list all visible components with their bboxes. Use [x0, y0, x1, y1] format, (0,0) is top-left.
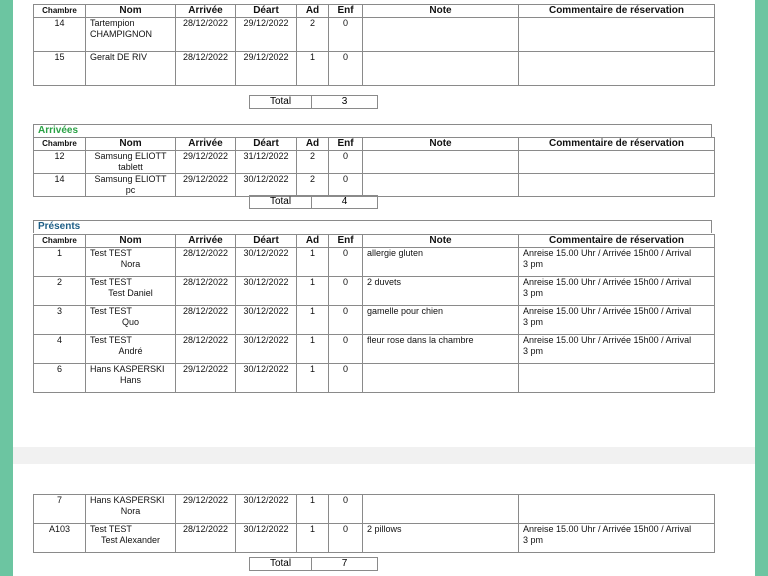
cell-comment — [519, 364, 715, 393]
col-ad: Ad — [297, 138, 329, 151]
cell-comment: Anreise 15.00 Uhr / Arrivée 15h00 / Arrival 3 pm — [519, 248, 715, 277]
arrivees-table — [33, 137, 715, 197]
cell-arrivee: 28/12/2022 — [176, 248, 236, 277]
col-chambre: Chambre — [34, 5, 86, 18]
table-row — [34, 524, 715, 553]
cell-arrivee: 28/12/2022 — [176, 335, 236, 364]
cell-comment — [519, 18, 715, 52]
total-label: Total — [250, 96, 312, 109]
cell-note — [363, 364, 519, 393]
col-commentaire: Commentaire de réservation — [519, 5, 715, 18]
cell-note: 2 pillows — [363, 524, 519, 553]
cell-nom: Hans KASPERSKI Nora — [86, 495, 176, 524]
cell-comment — [519, 52, 715, 86]
cell-enf: 0 — [329, 52, 363, 86]
cell-depart: 30/12/2022 — [236, 248, 297, 277]
cell-chambre: 1 — [34, 248, 86, 277]
cell-chambre: 3 — [34, 306, 86, 335]
cell-arrivee: 28/12/2022 — [176, 277, 236, 306]
table-row — [34, 306, 715, 335]
cell-enf: 0 — [329, 306, 363, 335]
cell-note: fleur rose dans la chambre — [363, 335, 519, 364]
table-row — [34, 52, 715, 86]
cell-comment — [519, 151, 715, 174]
col-enf: Enf — [329, 235, 363, 248]
col-arrivee: Arrivée — [176, 5, 236, 18]
cell-chambre: 15 — [34, 52, 86, 86]
table-row — [34, 495, 715, 524]
total-label: Total — [250, 196, 312, 209]
cell-chambre: 7 — [34, 495, 86, 524]
cell-ad: 1 — [297, 495, 329, 524]
total-value: 3 — [312, 96, 378, 109]
cell-arrivee: 28/12/2022 — [176, 524, 236, 553]
cell-enf: 0 — [329, 18, 363, 52]
cell-comment — [519, 495, 715, 524]
col-chambre: Chambre — [34, 235, 86, 248]
table-row — [34, 277, 715, 306]
cell-depart: 29/12/2022 — [236, 18, 297, 52]
cell-depart: 30/12/2022 — [236, 277, 297, 306]
cell-nom: Test TEST Test Daniel — [86, 277, 176, 306]
cell-ad: 1 — [297, 52, 329, 86]
cell-note: gamelle pour chien — [363, 306, 519, 335]
cell-ad: 2 — [297, 174, 329, 197]
cell-arrivee: 28/12/2022 — [176, 306, 236, 335]
cell-nom: Test TEST Nora — [86, 248, 176, 277]
cell-depart: 31/12/2022 — [236, 151, 297, 174]
cell-comment — [519, 174, 715, 197]
col-ad: Ad — [297, 5, 329, 18]
total-row-arrivees — [249, 195, 378, 209]
cell-enf: 0 — [329, 495, 363, 524]
cell-depart: 30/12/2022 — [236, 495, 297, 524]
cell-nom: Geralt DE RIV — [86, 52, 176, 86]
cell-ad: 1 — [297, 335, 329, 364]
cell-enf: 0 — [329, 151, 363, 174]
col-commentaire: Commentaire de réservation — [519, 138, 715, 151]
cell-nom: Test TEST Quo — [86, 306, 176, 335]
table-row — [34, 151, 715, 174]
cell-depart: 30/12/2022 — [236, 364, 297, 393]
cell-note — [363, 18, 519, 52]
page-gap — [13, 447, 755, 464]
col-ad: Ad — [297, 235, 329, 248]
table-row — [34, 364, 715, 393]
table-header-row — [34, 235, 715, 248]
cell-chambre: 6 — [34, 364, 86, 393]
cell-chambre: 14 — [34, 174, 86, 197]
total-value: 4 — [312, 196, 378, 209]
cell-ad: 1 — [297, 524, 329, 553]
col-note: Note — [363, 5, 519, 18]
col-note: Note — [363, 235, 519, 248]
cell-comment: Anreise 15.00 Uhr / Arrivée 15h00 / Arrival 3 pm — [519, 335, 715, 364]
cell-chambre: 12 — [34, 151, 86, 174]
table-row — [34, 335, 715, 364]
cell-depart: 30/12/2022 — [236, 524, 297, 553]
col-nom: Nom — [86, 5, 176, 18]
col-nom: Nom — [86, 235, 176, 248]
col-arrivee: Arrivée — [176, 138, 236, 151]
cell-chambre: 4 — [34, 335, 86, 364]
total-row-section1 — [249, 95, 378, 109]
cell-note: allergie gluten — [363, 248, 519, 277]
cell-ad: 1 — [297, 277, 329, 306]
cell-enf: 0 — [329, 524, 363, 553]
cell-arrivee: 29/12/2022 — [176, 174, 236, 197]
cell-arrivee: 28/12/2022 — [176, 52, 236, 86]
col-arrivee: Arrivée — [176, 235, 236, 248]
presents-table — [33, 234, 715, 393]
cell-arrivee: 29/12/2022 — [176, 151, 236, 174]
col-chambre: Chambre — [34, 138, 86, 151]
cell-ad: 1 — [297, 248, 329, 277]
col-enf: Enf — [329, 5, 363, 18]
section-title-arrivees: Arrivées — [33, 124, 712, 137]
cell-arrivee: 28/12/2022 — [176, 18, 236, 52]
table-row — [34, 174, 715, 197]
total-value: 7 — [312, 558, 378, 571]
cell-chambre: 14 — [34, 18, 86, 52]
cell-ad: 2 — [297, 18, 329, 52]
cell-note: 2 duvets — [363, 277, 519, 306]
col-nom: Nom — [86, 138, 176, 151]
cell-note — [363, 495, 519, 524]
col-depart: Déart — [236, 235, 297, 248]
table-row — [34, 18, 715, 52]
cell-ad: 1 — [297, 364, 329, 393]
presents-table-continued — [33, 494, 715, 553]
departures-table — [33, 4, 715, 86]
cell-chambre: A103 — [34, 524, 86, 553]
total-label: Total — [250, 558, 312, 571]
table-row — [34, 248, 715, 277]
cell-nom: Samsung ELIOTT tablett — [86, 151, 176, 174]
cell-nom: Hans KASPERSKI Hans — [86, 364, 176, 393]
cell-nom: Test TEST Test Alexander — [86, 524, 176, 553]
cell-enf: 0 — [329, 335, 363, 364]
cell-nom: Test TEST André — [86, 335, 176, 364]
col-commentaire: Commentaire de réservation — [519, 235, 715, 248]
col-enf: Enf — [329, 138, 363, 151]
cell-depart: 30/12/2022 — [236, 335, 297, 364]
cell-comment: Anreise 15.00 Uhr / Arrivée 15h00 / Arrival 3 pm — [519, 306, 715, 335]
cell-comment: Anreise 15.00 Uhr / Arrivée 15h00 / Arrival 3 pm — [519, 524, 715, 553]
cell-depart: 30/12/2022 — [236, 306, 297, 335]
cell-ad: 2 — [297, 151, 329, 174]
cell-note — [363, 52, 519, 86]
table-header-row — [34, 138, 715, 151]
col-note: Note — [363, 138, 519, 151]
cell-arrivee: 29/12/2022 — [176, 495, 236, 524]
cell-note — [363, 151, 519, 174]
cell-nom: Tartempion CHAMPIGNON — [86, 18, 176, 52]
cell-depart: 30/12/2022 — [236, 174, 297, 197]
table-header-row — [34, 5, 715, 18]
section-title-presents: Présents — [33, 220, 712, 233]
cell-depart: 29/12/2022 — [236, 52, 297, 86]
col-depart: Déart — [236, 138, 297, 151]
cell-nom: Samsung ELIOTT pc — [86, 174, 176, 197]
cell-comment: Anreise 15.00 Uhr / Arrivée 15h00 / Arrival 3 pm — [519, 277, 715, 306]
cell-arrivee: 29/12/2022 — [176, 364, 236, 393]
cell-enf: 0 — [329, 364, 363, 393]
cell-ad: 1 — [297, 306, 329, 335]
cell-enf: 0 — [329, 174, 363, 197]
col-depart: Déart — [236, 5, 297, 18]
total-row-presents — [249, 557, 378, 571]
cell-note — [363, 174, 519, 197]
cell-chambre: 2 — [34, 277, 86, 306]
cell-enf: 0 — [329, 248, 363, 277]
cell-enf: 0 — [329, 277, 363, 306]
